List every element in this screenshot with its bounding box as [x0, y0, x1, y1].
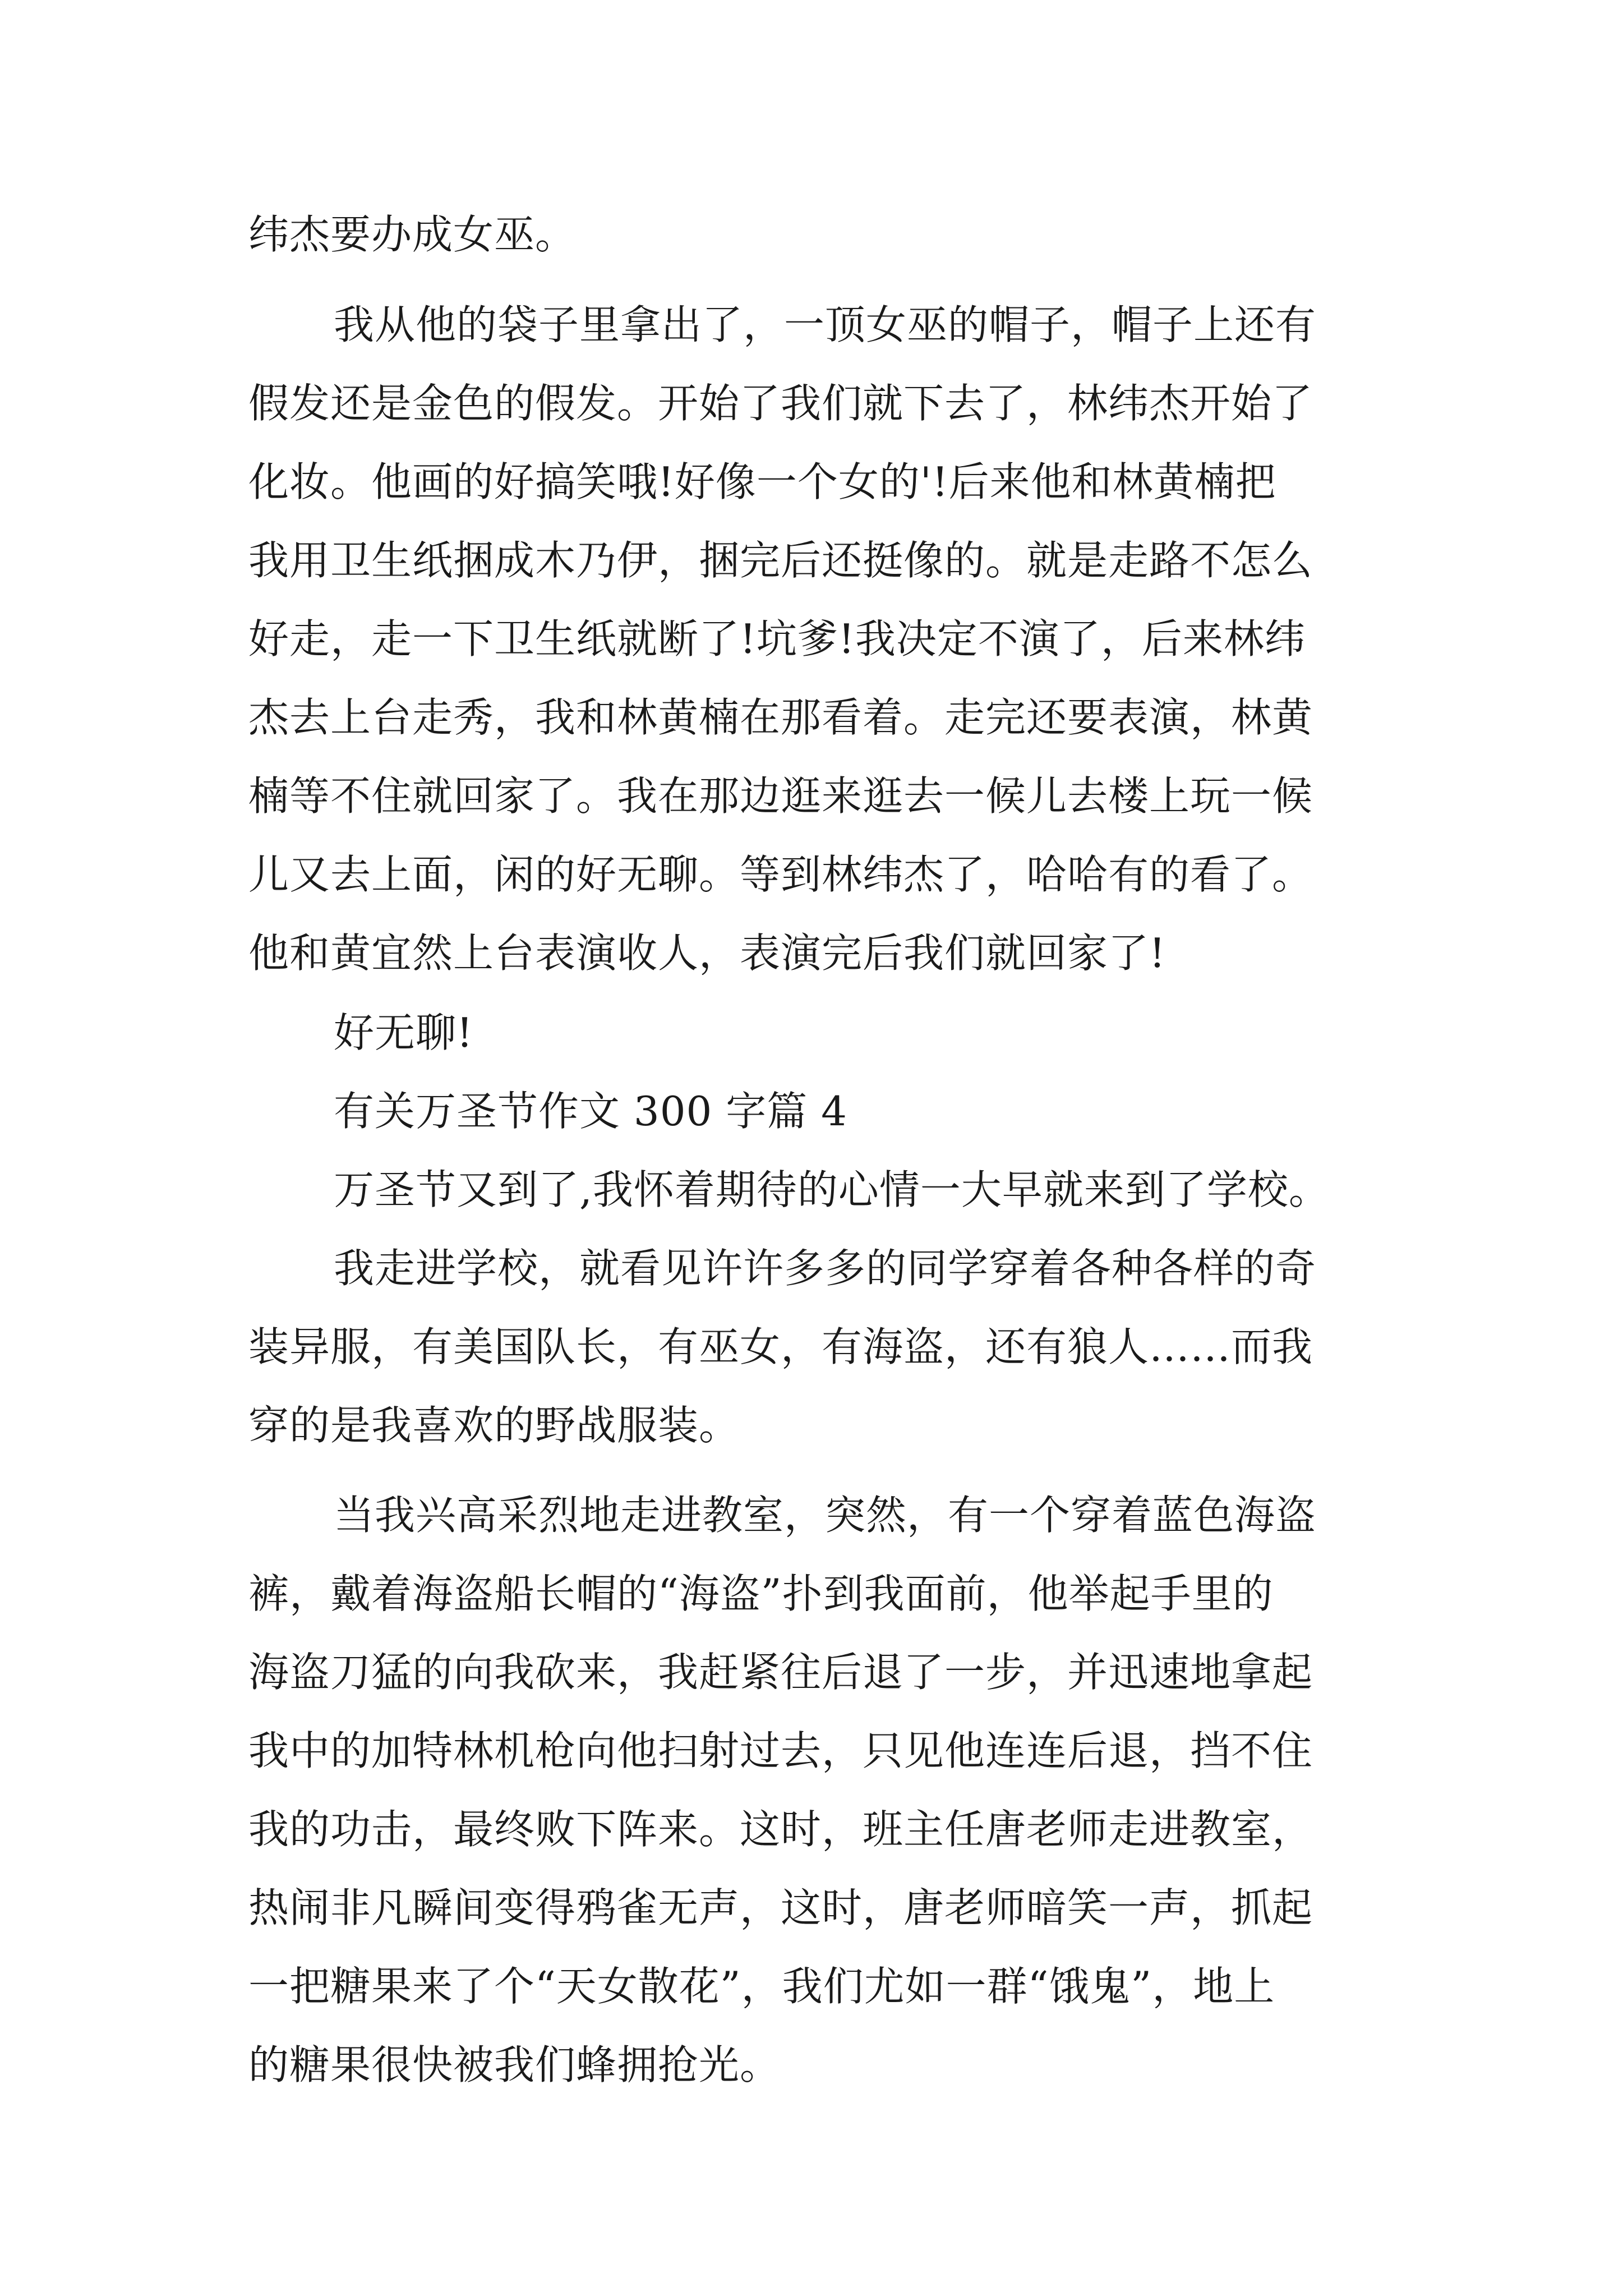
paragraph-line: 穿的是我喜欢的野战服装。 [248, 1402, 740, 1449]
section-heading: 有关万圣节作文 300 字篇 4 [334, 1088, 847, 1135]
paragraph-line: 化妆。他画的好搞笑哦!好像一个女的'!后来他和林黄楠把 [248, 458, 1276, 505]
paragraph-line: 万圣节又到了,我怀着期待的心情一大早就来到了学校。 [334, 1166, 1330, 1213]
paragraph-line: 杰去上台走秀，我和林黄楠在那看着。走完还要表演，林黄 [248, 694, 1313, 741]
paragraph-line: 我中的加特林机枪向他扫射过去，只见他连连后退，挡不住 [248, 1727, 1313, 1774]
paragraph-line: 他和黄宜然上台表演收人，表演完后我们就回家了! [248, 930, 1166, 977]
paragraph-line: 好走，走一下卫生纸就断了!坑爹!我决定不演了，后来林纬 [248, 615, 1306, 662]
paragraph-line: 热闹非凡瞬间变得鸦雀无声，这时，唐老师暗笑一声，抓起 [248, 1884, 1313, 1931]
paragraph-line: 我的功击，最终败下阵来。这时，班主任唐老师走进教室， [248, 1806, 1313, 1853]
paragraph-line: 我从他的袋子里拿出了，一顶女巫的帽子，帽子上还有 [334, 301, 1317, 348]
paragraph-line: 的糖果很快被我们蜂拥抢光。 [248, 2041, 781, 2088]
paragraph-line: 我走进学校，就看见许许多多的同学穿着各种各样的奇 [334, 1245, 1317, 1292]
paragraph-line: 好无聊! [334, 1009, 473, 1056]
paragraph-line: 裤，戴着海盗船长帽的“海盗”扑到我面前，他举起手里的 [248, 1570, 1274, 1617]
paragraph-line: 我用卫生纸捆成木乃伊，捆完后还挺像的。就是走路不怎么 [248, 537, 1313, 584]
paragraph-line: 假发还是金色的假发。开始了我们就下去了，林纬杰开始了 [248, 380, 1313, 427]
paragraph-line: 纬杰要办成女巫。 [248, 211, 577, 258]
paragraph-line: 儿又去上面，闲的好无聊。等到林纬杰了，哈哈有的看了。 [248, 851, 1313, 898]
paragraph-line: 海盗刀猛的向我砍来，我赶紧往后退了一步，并迅速地拿起 [248, 1649, 1313, 1696]
paragraph-line: 当我兴高采烈地走进教室，突然，有一个穿着蓝色海盗 [334, 1492, 1317, 1539]
paragraph-line: 楠等不住就回家了。我在那边逛来逛去一候儿去楼上玩一候 [248, 772, 1313, 820]
paragraph-line: 装异服，有美国队长，有巫女，有海盗，还有狼人……而我 [248, 1323, 1313, 1370]
paragraph-line: 一把糖果来了个“天女散花”，我们尤如一群“饿鬼”，地上 [248, 1963, 1275, 2010]
